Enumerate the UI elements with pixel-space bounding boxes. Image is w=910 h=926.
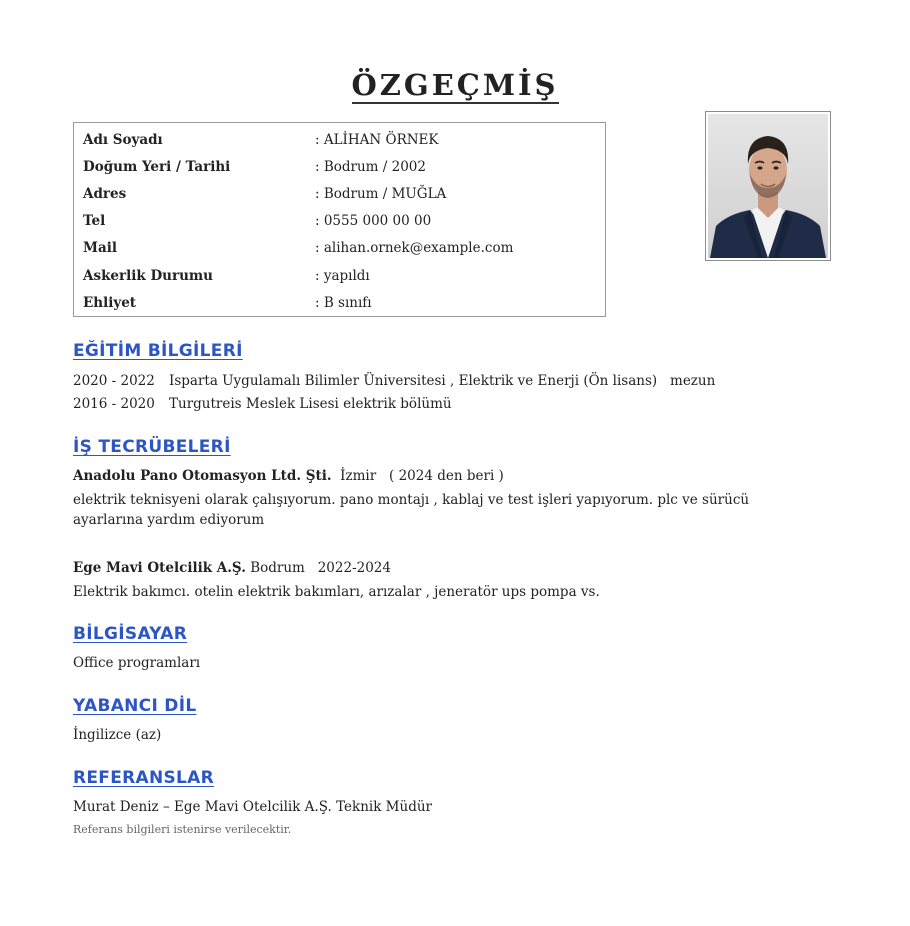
language-text: İngilizce (az) bbox=[73, 727, 162, 743]
info-label: Askerlik Durumu bbox=[83, 268, 213, 284]
personal-info-box bbox=[73, 122, 606, 317]
job-header bbox=[73, 558, 391, 578]
job-company: Anadolu Pano Otomasyon Ltd. Şti. bbox=[73, 468, 332, 484]
section-heading-language: YABANCI DİL bbox=[73, 696, 197, 716]
job-description: Elektrik bakımcı. otelin elektrik bakımları, arızalar , jeneratör ups pompa vs. bbox=[73, 584, 600, 600]
section-heading-education: EĞİTİM BİLGİLERİ bbox=[73, 341, 243, 361]
education-item bbox=[73, 371, 715, 391]
job-details: İzmir ( 2024 den beri ) bbox=[331, 468, 504, 484]
info-value: : 0555 000 00 00 bbox=[315, 213, 432, 229]
info-label: Doğum Yeri / Tarihi bbox=[83, 159, 231, 175]
job-header bbox=[73, 466, 504, 486]
reference-text: Murat Deniz – Ege Mavi Otelcilik A.Ş. Teknik Müdür bbox=[73, 799, 432, 815]
info-label: Ehliyet bbox=[83, 295, 137, 311]
education-text: Isparta Uygulamalı Bilimler Üniversitesi , Elektrik ve Enerji (Ön lisans) mezun bbox=[169, 373, 716, 389]
info-value: : yapıldı bbox=[315, 268, 370, 284]
info-value: : alihan.ornek@example.com bbox=[315, 240, 514, 256]
info-label: Adres bbox=[83, 186, 127, 202]
info-value: : B sınıfı bbox=[315, 295, 372, 311]
info-value: : Bodrum / 2002 bbox=[315, 159, 426, 175]
education-item bbox=[73, 394, 452, 414]
info-label: Mail bbox=[83, 240, 117, 256]
job-description: elektrik teknisyeni olarak çalışıyorum. pano montajı , kablaj ve test işleri yapıyorum. plc ve sürücü ayarlarına yardım ediyorum bbox=[73, 492, 750, 528]
info-label: Adı Soyadı bbox=[83, 132, 163, 148]
section-heading-references: REFERANSLAR bbox=[73, 768, 215, 788]
computer-text: Office programları bbox=[73, 655, 201, 671]
info-value: : Bodrum / MUĞLA bbox=[315, 186, 447, 202]
profile-photo bbox=[705, 111, 831, 261]
section-heading-computer: BİLGİSAYAR bbox=[73, 624, 188, 644]
education-years: 2016 - 2020 bbox=[73, 396, 155, 412]
document-title: ÖZGEÇMİŞ bbox=[351, 68, 559, 102]
section-heading-experience: İŞ TECRÜBELERİ bbox=[73, 437, 231, 457]
reference-note: Referans bilgileri istenirse verilecektir. bbox=[73, 823, 292, 836]
info-value: : ALİHAN ÖRNEK bbox=[315, 132, 439, 148]
info-label: Tel bbox=[83, 213, 106, 229]
job-company: Ege Mavi Otelcilik A.Ş. bbox=[73, 560, 246, 576]
education-years: 2020 - 2022 bbox=[73, 373, 155, 389]
education-text: Turgutreis Meslek Lisesi elektrik bölümü bbox=[169, 396, 452, 412]
portrait-image bbox=[708, 114, 828, 258]
job-details: Bodrum 2022-2024 bbox=[245, 560, 391, 576]
document-title-wrapper bbox=[0, 68, 910, 102]
